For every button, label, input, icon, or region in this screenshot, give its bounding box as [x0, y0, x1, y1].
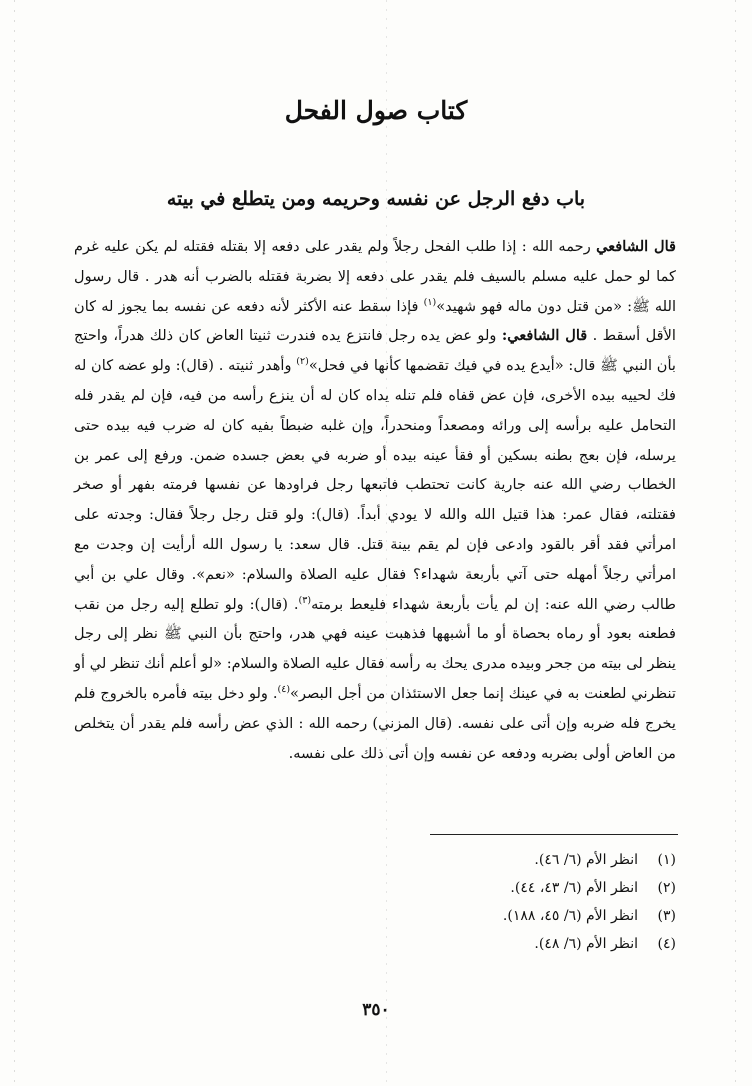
book-title: كتاب صول الفحل [284, 96, 468, 125]
footnote-ref-3: (٣) [298, 594, 312, 606]
footnote [256, 902, 676, 930]
page-edge-right [735, 0, 736, 1086]
text-segment: . ولو دخل بيته فأمره بالخروج فلم يخرج فله ضربه وإن أتى على نفسه. (قال المزني) رحمه الله : الذي عض رأسه فلم يقدر أن يتخلص من العاض أولى بضربه ودفعه عن نفسه وإن أتى ذلك على نفسه. [74, 684, 676, 762]
footnote-ref-2: (٢) [296, 356, 309, 368]
footnotes [256, 846, 676, 958]
footnote-number: (٢) [657, 880, 676, 896]
footnote-ref-1: (١) [423, 296, 437, 308]
footnote-divider [430, 834, 678, 835]
footnote [256, 846, 676, 874]
footnote [256, 874, 676, 902]
text-segment: . (قال): ولو تطلع إليه رجل من نقب فطعنه بعود أو رماه بحصاة أو ما أشبهها فذهبت عينه فهي هدر، واحتج بأن النبي ﷺ نظر إلى رجل ينظر لى بيته من جحر وبيده مدرى يحك به رأسه فقال عليه الصلاة والسلام: «لو أعلم أنك تنظر لي أو تنظرني لطعنت به في عينك إنما جعل الاستئذان من أجل البصر» [74, 595, 676, 702]
body-text [74, 232, 676, 768]
footnote [256, 930, 676, 958]
footnote-text: انظر الأم (٦/ ٤٦). [534, 852, 638, 868]
footnote-text: انظر الأم (٦/ ٤٨). [534, 936, 638, 952]
footnote-text: انظر الأم (٦/ ٤٥، ١٨٨). [502, 908, 638, 924]
chapter-title: باب دفع الرجل عن نفسه وحريمه ومن يتطلع في بيته [166, 188, 586, 210]
text-segment: ولو عض يده رجل فانتزع يده فندرت ثنيتا العاض كان ذلك هدراً، واحتج بأن النبي ﷺ قال: «أيدع يده في فيك تقضمها كأنها في فحل» [74, 327, 676, 375]
speaker-name: قال الشافعي [596, 238, 676, 255]
footnote-ref-4: (٤) [277, 684, 291, 696]
text-segment: فإذا سقط عنه الأكثر لأنه دفعه عن نفسه بما يجوز له كان الأقل أسقط . [74, 297, 676, 345]
footnote-number: (٣) [657, 908, 676, 924]
page-number: ٣٥٠ [362, 1000, 390, 1020]
body-paragraph [74, 232, 676, 768]
footnote-number: (٤) [657, 936, 676, 952]
footnote-number: (١) [657, 852, 676, 868]
footnote-text: انظر الأم (٦/ ٤٣، ٤٤). [510, 880, 638, 896]
text-segment: وأهدر ثنيته . (قال): ولو عضه كان له فك لحييه بيده الأخرى، فإن عض قفاه فلم تنله يداه كان له أن ينزع رأسه من فيه، فإن لم يقدر فله التحامل عليه برأسه إلى ورائه ومصعداً ومنحدراً، وإن غلبه ضبطاً بفيه كان له ضرب فيه بيده حتى يرسله، فإن بعج بطنه بسكين أو فقأ عينه بيده أو ضربه في بعض جسده ضمن. ورفع إلى عمر بن الخطاب رضي الله عنه جارية كانت تحتطب فاتبعها رجل فراودها عن نفسها فرمته بفهر أو صخر فقتلته، فقال عمر: هذا قتيل الله والله لا يودي أبداً. (قال): ولو قتل رجل رجلاً فقال: وجدته على امرأتي فقد أقر بالقود وادعى فإن لم يقم بينة قتل. قال سعد: يا رسول الله أرأيت إن وجدت مع امرأتي رجلاً أمهله حتى آتي بأربعة شهداء؟ فقال عليه الصلاة والسلام: «نعم». وقال علي بن أبي طالب رضي الله عنه: إن لم يأت بأربعة شهداء فليعط برمته [74, 357, 676, 613]
page-edge-left [14, 0, 15, 1086]
text-segment: رحمه الله : إذا طلب الفحل رجلاً ولم يقدر على دفعه إلا بقتله فقتله لم يكن عليه غرم كما لو حمل عليه مسلم بالسيف فلم يقدر على دفعه إلا بضربة فقتله بالضرب أنه هدر . قال رسول الله ﷺ: «من قتل دون ماله فهو شهيد» [74, 238, 676, 315]
speaker-name: قال الشافعي: [501, 327, 588, 345]
